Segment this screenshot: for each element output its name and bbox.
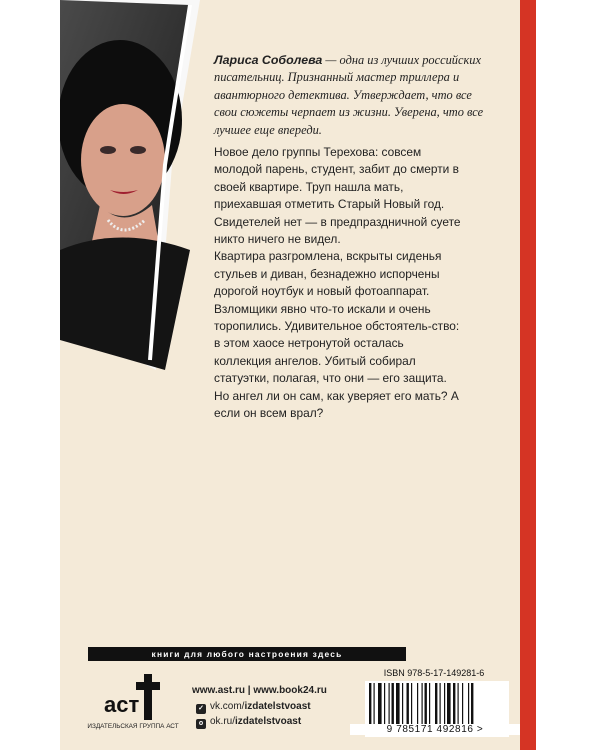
vk-icon: ✓	[196, 704, 206, 714]
author-name: Лариса Соболева	[214, 53, 323, 67]
ok-icon: о	[196, 719, 206, 729]
author-bio	[214, 52, 484, 139]
vk-handle: izdatelstvoast	[244, 701, 311, 712]
ok-link[interactable]	[196, 716, 301, 729]
publisher-caption: ИЗДАТЕЛЬСКАЯ ГРУППА АСТ	[87, 723, 179, 730]
publisher-websites[interactable]: www.ast.ru | www.book24.ru	[192, 685, 327, 696]
back-cover	[60, 0, 520, 750]
isbn-label: ISBN 978-5-17-149281-6	[383, 668, 485, 678]
vk-prefix: vk.com/	[210, 701, 245, 712]
book-annotation	[214, 144, 464, 423]
annotation-paragraph-2: Квартира разгромлена, вскрыты сиденья стульев и диван, безнадежно испорчены дорогой ноутбук и новый фотоаппарат. Взломщики явно что-то искали и очень торопились. Удивительное обстоятель-ство: в этом хаосе нетронутой осталась коллекция ангелов. Убитый собирал статуэтки, полагая, что они — его защита. Но ангел ли он сам, как уверяет его мать? А если он всем врал?	[214, 249, 460, 421]
ok-prefix: ok.ru/	[210, 716, 236, 727]
author-bio-text: — одна из лучших российских писательниц. Признанный мастер триллера и авантюрного детектива. Утверждает, что все свои сюжеты черпает из жизни. Уверена, что все лучшее еще впереди.	[214, 53, 484, 137]
annotation-paragraph-1: Новое дело группы Терехова: совсем молодой парень, студент, забит до смерти в своей квартире. Труп нашла мать, приехавшая отметить Старый Новый год. Свидетелей нет — в предпраздничной суете никто ничего не видел.	[214, 145, 461, 247]
spine-stripe	[520, 0, 536, 750]
barcode-digits: 9 785171 492816 >	[350, 724, 520, 735]
author-photo	[60, 0, 200, 380]
ok-handle: izdatelstvoast	[235, 716, 302, 727]
ast-logo	[100, 670, 172, 724]
vk-link[interactable]	[196, 701, 311, 714]
logo-text: аст	[104, 692, 140, 717]
tagline-banner: книги для любого настроения здесь	[88, 647, 406, 661]
